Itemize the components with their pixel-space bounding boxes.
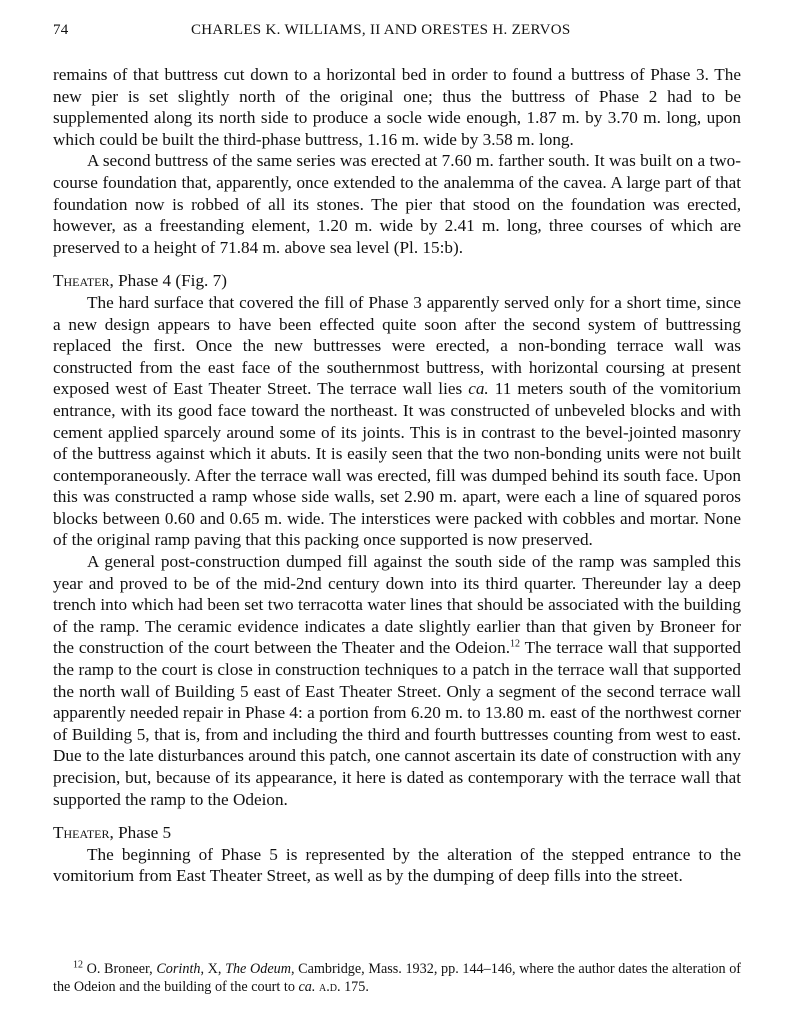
paragraph-phase-5: The beginning of Phase 5 is represented by the alteration of the stepped entrance to the vomitorium from East Theater Street, as well as by the dumping of deep fills into the street. — [53, 844, 741, 886]
paragraph-second-buttress: A second buttress of the same series was erected at 7.60 m. farther south. It was built on a two-course foundation that, apparently, once extended to the analemma of the cavea. A large part of that foundation now is robbed of all its stones. The pier that stood on the foundation was erected, however, as a freestanding element, 1.20 m. wide by 2.41 m. long, three courses of which are preserved to a height of 71.84 m. above sea level (Pl. 15:b). — [53, 151, 741, 257]
paragraph-dumped-fill — [53, 551, 741, 810]
body-text — [53, 64, 741, 887]
italic-title-corinth: Corinth — [156, 961, 201, 977]
text-run: The terrace wall that supported the ramp to the court is close in construction techniques to a patch in the terrace wall that supported the north wall of Building 5 east of East Theater Street. Only a segment of the second terrace wall apparently needed repair in Phase 4: a portion from 6.20 m. to 13.80 m. east of the northwest corner of Building 5, that is, from and including the third and fourth buttresses counting from west to east. Due to the late disturbances around this patch, one cannot ascertain its date of construction with any precision, but, because of its appearance, it here is dated as contemporary with the terrace wall that supported the ramp to the Odeion. — [53, 638, 741, 809]
heading-phase-4-label: , Phase 4 (Fig. 7) — [109, 271, 227, 291]
text-run: , X, — [200, 961, 226, 977]
footnote-number: 12 — [73, 959, 83, 971]
paragraph-continued: remains of that buttress cut down to a horizontal bed in order to found a buttress of Phase 3. The new pier is set slightly north of the original one; thus the buttress of Phase 2 had to be supplemented along its north side to produce a socle wide enough, 1.87 m. by 3.70 m. long, upon which could be built the third-phase buttress, 1.16 m. wide by 3.58 m. long. — [53, 65, 741, 149]
text-run: The hard surface that covered the fill of Phase 3 apparently served only for a short time, since a new design appears to have been effected quite soon after the second system of buttressing replaced the first. Once the new buttresses were erected, a non-bonding terrace wall was constructed from the east face of the southernmost buttress, with horizontal coursing at present exposed west of East Theater Street. The terrace wall lies — [53, 292, 741, 399]
text-run: 175. — [340, 979, 369, 996]
small-caps-ad: a.d. — [318, 979, 341, 996]
text-run: A general post-construction dumped fill against the south side of the ramp was sampled this year and proved to be of the mid-2nd century down into its third quarter. Thereunder lay a deep trench into which had been set two terracotta water lines that should be associated with the building of the ramp. The ceramic evidence indicates a date slightly earlier than that given by Broneer for the construction of the court between the Theater and the Odeion. — [53, 552, 741, 658]
footnote-reference[interactable]: 12 — [510, 638, 521, 650]
italic-ca: ca. — [298, 979, 316, 996]
italic-title-odeum: The Odeum — [225, 961, 291, 977]
footnote — [53, 960, 741, 997]
heading-theater-label: Theater — [53, 823, 110, 843]
text-run: 11 meters south of the vomitorium entrance, with its good face toward the northeast. It was constructed of unbeveled blocks and with cement applied sparcely around some of its joints. This is in contrast to the bevel-jointed masonry of the buttress against which it abuts. It is easily seen that the two non-bonding units were not built contemporaneously. After the terrace wall was erected, fill was dumped behind its south face. Upon this was constructed a ramp whose side walls, set 2.90 m. apart, were each a line of squared poros blocks between 0.60 and 0.65 m. wide. The interstices were packed with cobbles and mortar. None of the original ramp paving that this packing once supported is now preserved. — [53, 379, 741, 550]
text-run: , Cambridge, Mass. 1932, pp. 144–146, where the author dates the alteration of the Odeion and the building of the court to — [53, 961, 742, 996]
section-heading-phase-5 — [53, 822, 741, 844]
heading-phase-5-label: , Phase 5 — [109, 823, 172, 843]
paragraph-terrace-wall — [53, 292, 741, 551]
text-run: O. Broneer, — [83, 961, 157, 977]
section-heading-phase-4 — [53, 270, 741, 292]
page-number: 74 — [53, 22, 69, 38]
italic-ca: ca. — [468, 379, 489, 399]
heading-theater-label: Theater — [53, 271, 110, 291]
running-title: CHARLES K. WILLIAMS, II AND ORESTES H. ZERVOS — [191, 22, 571, 38]
